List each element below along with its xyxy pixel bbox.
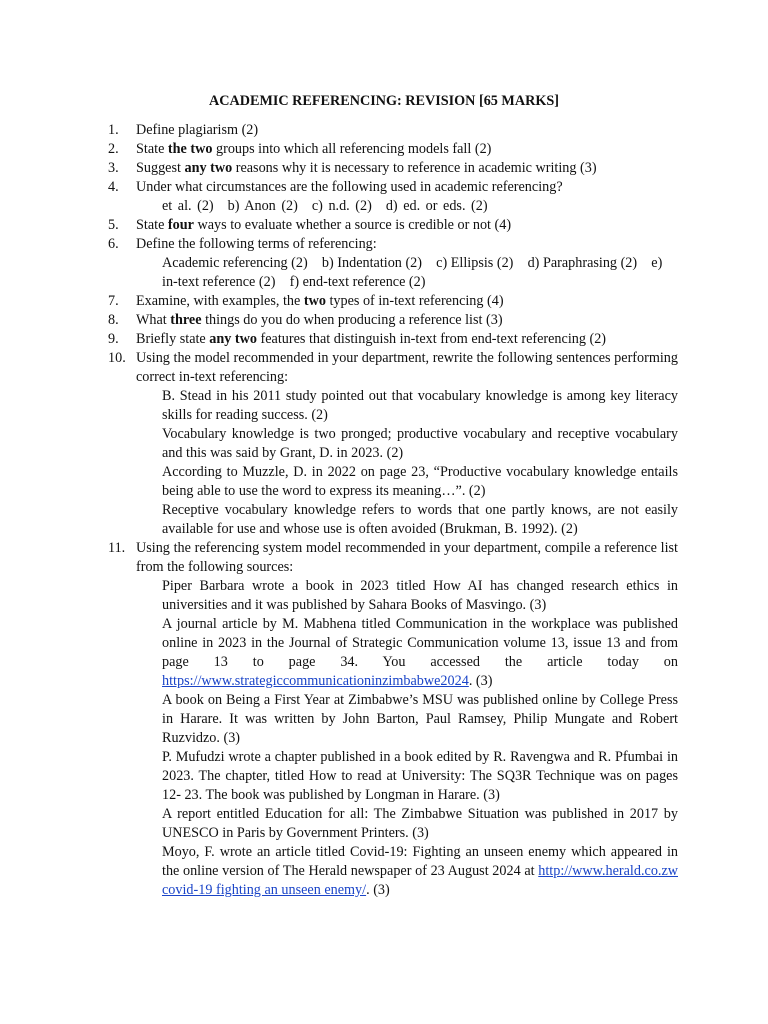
question-text-post: types of in-text referencing (4) bbox=[325, 293, 504, 309]
question-emphasis: any two bbox=[209, 331, 257, 347]
question-number: 3. bbox=[108, 160, 119, 176]
question-4-options bbox=[0, 197, 768, 216]
question-number: 10. bbox=[108, 350, 126, 366]
question-2 bbox=[0, 140, 678, 159]
question-8 bbox=[0, 311, 678, 330]
question-number: 1. bbox=[108, 122, 119, 138]
option-d: d) ed. or eds. (2) bbox=[385, 198, 488, 214]
question-text: Under what circumstances are the following used in academic referencing? bbox=[136, 179, 563, 195]
question-10 bbox=[0, 349, 678, 387]
question-emphasis: any two bbox=[184, 160, 233, 176]
source-text: Moyo, F. wrote an article titled Covid-19: Fighting an unseen enemy which appeared in the online version of The Herald newspaper of 23 August 2024 at bbox=[162, 844, 678, 879]
question-emphasis: four bbox=[167, 217, 194, 233]
question-7 bbox=[0, 292, 678, 311]
herald-url-link[interactable]: http://www.herald.co.zw covid-19 fighting an unseen enemy/ bbox=[162, 863, 678, 898]
question-11-source-6 bbox=[0, 843, 678, 900]
question-text-pre: Briefly state bbox=[136, 331, 210, 347]
question-text-post: things do you do when producing a reference list (3) bbox=[201, 312, 503, 328]
question-11-source-5: A report entitled Education for all: The Zimbabwe Situation was published in 2017 by UNESCO in Paris by Government Printers. (3) bbox=[162, 806, 678, 841]
question-6 bbox=[0, 235, 678, 254]
question-11-source-1: Piper Barbara wrote a book in 2023 titled How AI has changed research ethics in universities and it was published by Sahara Books of Masvingo. (3) bbox=[162, 578, 678, 613]
question-text: Define plagiarism (2) bbox=[136, 122, 259, 138]
question-text-post: features that distinguish in-text from end-text referencing (2) bbox=[256, 331, 607, 347]
question-text-post: reasons why it is necessary to reference in academic writing (3) bbox=[232, 160, 597, 176]
question-11 bbox=[0, 539, 678, 577]
question-text-pre: Suggest bbox=[136, 160, 185, 176]
question-10-sentence-a: B. Stead in his 2011 study pointed out that vocabulary knowledge is among key literacy skills for reading success. (2) bbox=[162, 388, 678, 423]
question-text: Using the model recommended in your department, rewrite the following sentences performing correct in-text referencing: bbox=[136, 350, 678, 385]
question-emphasis: two bbox=[303, 293, 326, 309]
question-text-pre: What bbox=[136, 312, 171, 328]
question-number: 6. bbox=[108, 236, 119, 252]
source-marks: . (3) bbox=[366, 882, 390, 898]
question-number: 5. bbox=[108, 217, 119, 233]
question-3 bbox=[0, 159, 678, 178]
question-text-pre: State bbox=[136, 141, 168, 157]
page-title: ACADEMIC REFERENCING: REVISION [65 MARKS] bbox=[209, 93, 559, 109]
question-text-pre: State bbox=[136, 217, 168, 233]
question-6-terms-line-2: in-text reference (2) f) end-text reference (2) bbox=[162, 274, 426, 290]
question-11-source-3: A book on Being a First Year at Zimbabwe’s MSU was published online by College Press in Harare. It was written by John Barton, Paul Ramsey, Philip Mungate and Robert Ruzvidzo. (3) bbox=[162, 692, 678, 746]
journal-url-link[interactable]: https://www.strategiccommunicationinzimbabwe2024 bbox=[162, 673, 469, 689]
question-1 bbox=[0, 121, 678, 140]
question-text-pre: Examine, with examples, the bbox=[136, 293, 304, 309]
question-number: 9. bbox=[108, 331, 119, 347]
question-emphasis: three bbox=[170, 312, 202, 328]
question-11-source-4: P. Mufudzi wrote a chapter published in a book edited by R. Ravengwa and R. Pfumbai in 2023. The chapter, titled How to read at University: The SQ3R Technique was on pages 12- 23. The book was published by Longman in Harare. (3) bbox=[162, 749, 678, 803]
question-number: 4. bbox=[108, 179, 119, 195]
question-number: 7. bbox=[108, 293, 119, 309]
question-number: 11. bbox=[108, 540, 126, 556]
question-emphasis: the two bbox=[167, 141, 213, 157]
question-10-sentence-b: Vocabulary knowledge is two pronged; productive vocabulary and receptive vocabulary and this was said by Grant, D. in 2023. (2) bbox=[162, 426, 678, 461]
source-text: A journal article by M. Mabhena titled Communication in the workplace was published online in 2023 in the Journal of Strategic Communication volume 13, issue 13 and from page 13 to page 34. You accessed the article today on bbox=[162, 616, 678, 670]
question-11-source-2 bbox=[0, 615, 678, 691]
question-5 bbox=[0, 216, 678, 235]
question-6-terms-line-1: Academic referencing (2) b) Indentation (2) c) Ellipsis (2) d) Paraphrasing (2) e) bbox=[162, 255, 663, 271]
question-number: 2. bbox=[108, 141, 119, 157]
question-list bbox=[0, 121, 768, 900]
option-a: et al. (2) bbox=[162, 198, 214, 214]
option-c: c) n.d. (2) bbox=[311, 198, 372, 214]
question-9 bbox=[0, 330, 678, 349]
source-marks: . (3) bbox=[468, 673, 493, 689]
question-4 bbox=[0, 178, 678, 197]
question-text-post: groups into which all referencing models fall (2) bbox=[212, 141, 492, 157]
question-10-sentence-c: According to Muzzle, D. in 2022 on page 23, “Productive vocabulary knowledge entails being able to use the word to express its meaning…”. (2) bbox=[162, 464, 678, 499]
question-text: Using the referencing system model recommended in your department, compile a reference list from the following sources: bbox=[136, 540, 678, 575]
question-text: Define the following terms of referencing: bbox=[136, 236, 377, 252]
question-text-post: ways to evaluate whether a source is credible or not (4) bbox=[193, 217, 512, 233]
question-10-sentence-d: Receptive vocabulary knowledge refers to words that one partly knows, are not easily available for use and whose use is often avoided (Brukman, B. 1992). (2) bbox=[162, 502, 678, 537]
question-number: 8. bbox=[108, 312, 119, 328]
option-b: b) Anon (2) bbox=[227, 198, 298, 214]
